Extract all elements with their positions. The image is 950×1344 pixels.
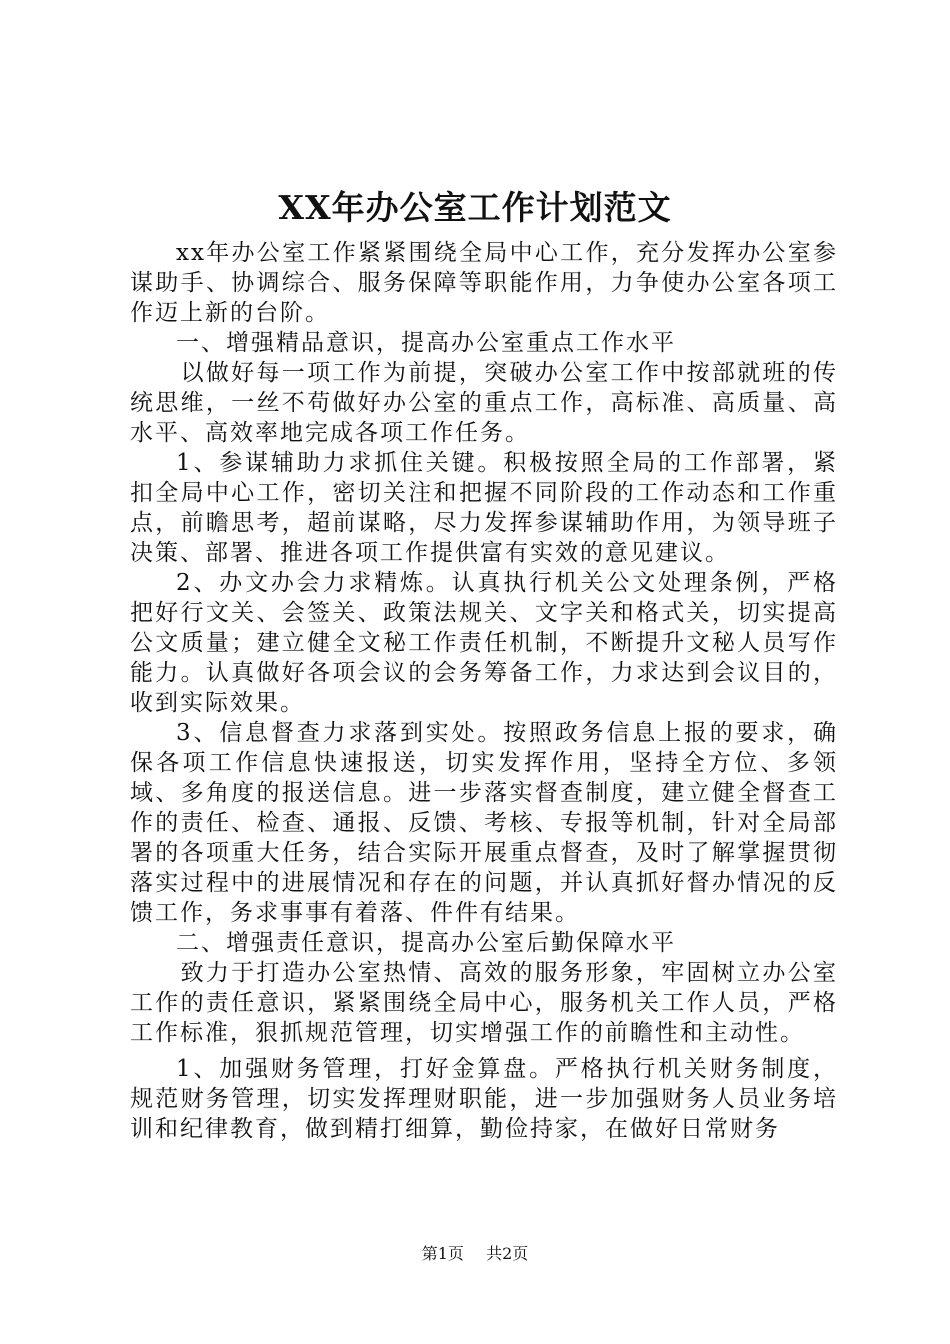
page-total: 共2页 [486, 1244, 529, 1263]
item-1-2-paragraph: 2、办文办会力求精炼。认真执行机关公文处理条例，严格把好行文关、会签关、政策法规关、文字关和格式关，切实提高公文质量；建立健全文秘工作责任机制，不断提升文秘人员写作能力。认真做好各项会议的会务筹备工作，力求达到会议目的，收到实际效果。 [130, 570, 838, 716]
item-2-1-paragraph: 1、加强财务管理，打好金算盘。严格执行机关财务制度，规范财务管理，切实发挥理财职能，进一步加强财务人员业务培训和纪律教育，做到精打细算，勤俭持家，在做好日常财务 [130, 1056, 838, 1142]
section-1-intro-paragraph: 以做好每一项工作为前提，突破办公室工作中按部就班的传统思维，一丝不苟做好办公室的重点工作，高标准、高质量、高水平、高效率地完成各项工作任务。 [130, 360, 838, 446]
page-number: 第1页 [421, 1244, 464, 1263]
section-heading-2: 二、增强责任意识，提高办公室后勤保障水平 [176, 930, 676, 956]
document-body [130, 238, 838, 1144]
intro-paragraph: xx年办公室工作紧紧围绕全局中心工作，充分发挥办公室参谋助手、协调综合、服务保障等职能作用，力争使办公室各项工作迈上新的台阶。 [130, 240, 838, 326]
section-2-intro-paragraph: 致力于打造办公室热情、高效的服务形象，牢固树立办公室工作的责任意识，紧紧围绕全局中心，服务机关工作人员，严格工作标准，狠抓规范管理，切实增强工作的前瞻性和主动性。 [130, 960, 838, 1046]
section-heading-1: 一、增强精品意识，提高办公室重点工作水平 [176, 330, 676, 356]
document-title: XX年办公室工作计划范文 [278, 188, 672, 227]
page-footer [0, 1244, 950, 1264]
item-1-3-paragraph: 3、信息督查力求落到实处。按照政务信息上报的要求，确保各项工作信息快速报送，切实发挥作用，坚持全方位、多领域、多角度的报送信息。进一步落实督查制度，建立健全督查工作的责任、检查、通报、反馈、考核、专报等机制，针对全局部署的各项重大任务，结合实际开展重点督查，及时了解掌握贯彻落实过程中的进展情况和存在的问题，并认真抓好督办情况的反馈工作，务求事事有着落、件件有结果。 [130, 720, 838, 926]
item-1-1-paragraph: 1、参谋辅助力求抓住关键。积极按照全局的工作部署，紧扣全局中心工作，密切关注和把握不同阶段的工作动态和工作重点，前瞻思考，超前谋略，尽力发挥参谋辅助作用，为领导班子决策、部署、推进各项工作提供富有实效的意见建议。 [130, 450, 838, 566]
